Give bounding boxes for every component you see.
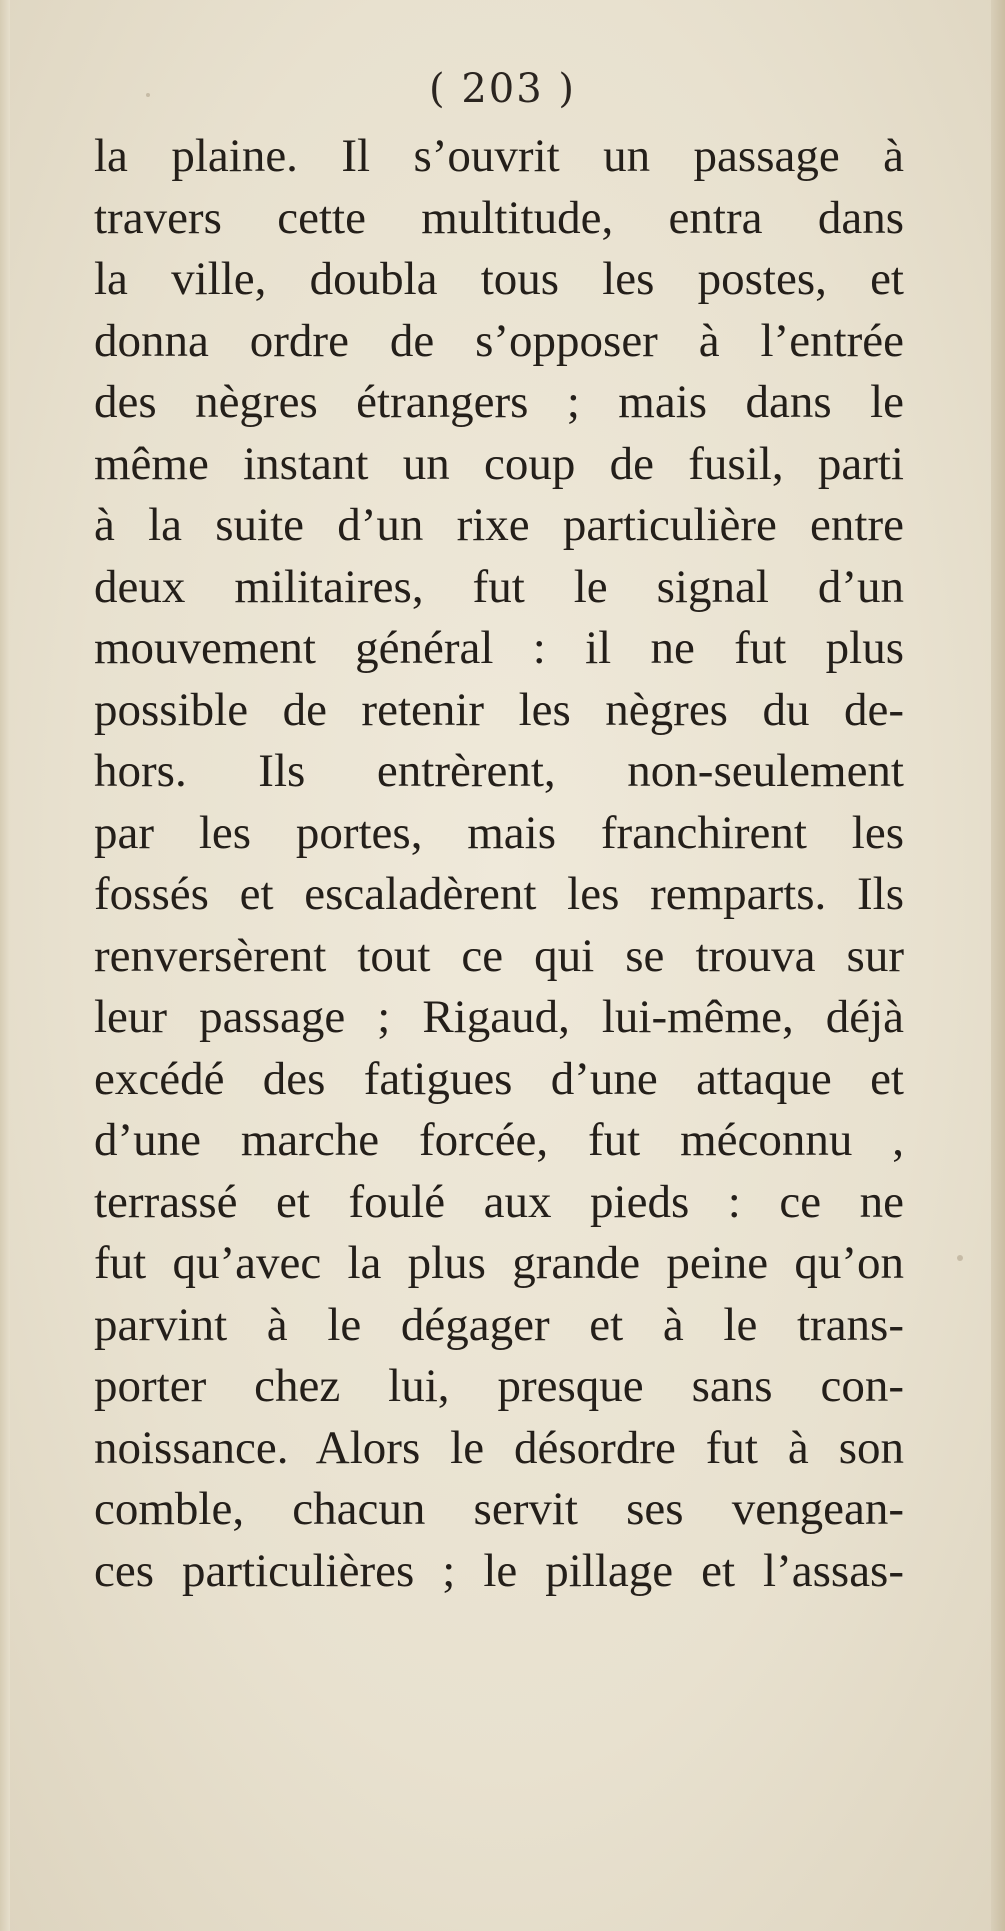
body-text	[94, 126, 904, 1602]
text-line: deux militaires, fut le signal d’un	[94, 560, 904, 613]
text-line: noissance. Alors le désordre fut à son	[94, 1421, 904, 1474]
text-line: la plaine. Il s’ouvrit un passage à	[94, 130, 904, 182]
text-line: ces particulières ; le pillage et l’assas-	[94, 1544, 904, 1597]
text-line: leur passage ; Rigaud, lui-même, déjà	[94, 991, 904, 1043]
page-left-edge	[0, 0, 10, 1931]
text-line: mouvement général : il ne fut plus	[94, 622, 904, 674]
text-line: possible de retenir les nègres du de-	[94, 683, 904, 736]
text-line: renversèrent tout ce qui se trouva sur	[94, 929, 904, 982]
text-line: des nègres étrangers ; mais dans le	[94, 376, 904, 428]
text-line: fossés et escaladèrent les remparts. Ils	[94, 868, 904, 920]
paper-speck	[957, 1255, 963, 1261]
text-line: comble, chacun servit ses vengean-	[94, 1483, 904, 1535]
text-line: porter chez lui, presque sans con-	[94, 1360, 904, 1412]
text-line: donna ordre de s’opposer à l’entrée	[94, 314, 904, 367]
text-line: parvint à le dégager et à le trans-	[94, 1298, 904, 1351]
text-line: hors. Ils entrèrent, non-seulement	[94, 745, 904, 797]
text-line: d’une marche forcée, fut méconnu ,	[94, 1114, 904, 1166]
text-line: à la suite d’un rixe particulière entre	[94, 499, 904, 551]
text-line: fut qu’avec la plus grande peine qu’on	[94, 1237, 904, 1289]
text-line: travers cette multitude, entra dans	[94, 191, 904, 244]
page-right-edge	[991, 0, 1005, 1931]
page-number: ( 203 )	[429, 66, 576, 112]
text-line: par les portes, mais franchirent les	[94, 806, 904, 859]
text-line: excédé des fatigues d’une attaque et	[94, 1052, 904, 1105]
text-line: la ville, doubla tous les postes, et	[94, 253, 904, 305]
text-line: terrassé et foulé aux pieds : ce ne	[94, 1175, 904, 1228]
text-line: même instant un coup de fusil, parti	[94, 437, 904, 490]
